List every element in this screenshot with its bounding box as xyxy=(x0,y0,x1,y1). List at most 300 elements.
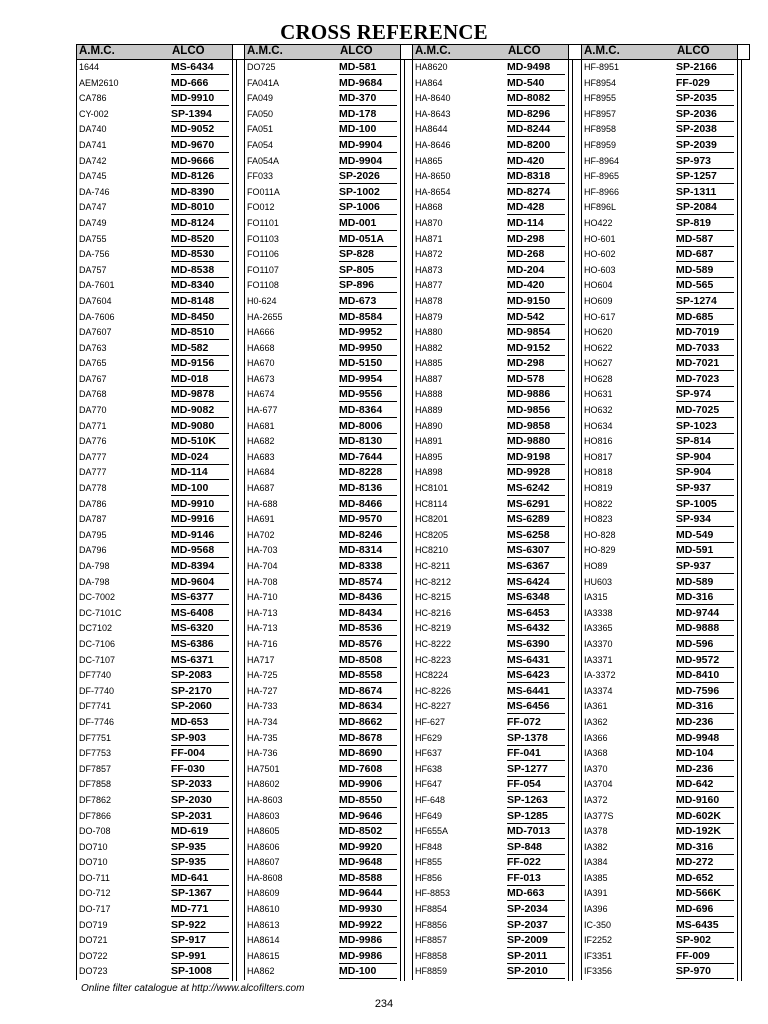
amc-part-number: HA898 xyxy=(415,467,443,478)
amc-part-number: HA-725 xyxy=(247,670,278,681)
column-header xyxy=(76,44,233,60)
alco-part-number: MD-7025 xyxy=(676,404,734,418)
alco-part-number: MD-9146 xyxy=(171,529,229,543)
table-row xyxy=(582,918,737,934)
table-row xyxy=(413,169,568,185)
alco-part-number: MD-9910 xyxy=(171,92,229,106)
alco-part-number: MD-9198 xyxy=(507,451,565,465)
table-row xyxy=(413,543,568,559)
alco-part-number: MD-9886 xyxy=(507,388,565,402)
alco-part-number: MD-9670 xyxy=(171,139,229,153)
table-row xyxy=(413,278,568,294)
table-row xyxy=(77,699,232,715)
amc-part-number: HA-8646 xyxy=(415,139,451,150)
alco-part-number: MD-316 xyxy=(676,700,734,714)
table-row xyxy=(413,450,568,466)
table-row xyxy=(413,497,568,513)
amc-part-number: HA880 xyxy=(415,327,443,338)
amc-part-number: HA681 xyxy=(247,420,275,431)
alco-part-number: SP-2011 xyxy=(507,950,565,964)
table-row xyxy=(582,403,737,419)
alco-part-number: SP-917 xyxy=(171,934,229,948)
alco-part-number: MD-687 xyxy=(676,248,734,262)
amc-part-number: DA-756 xyxy=(79,249,110,260)
amc-part-number: HO-603 xyxy=(584,264,616,275)
alco-part-number: MD-192K xyxy=(676,825,734,839)
amc-part-number: DF7857 xyxy=(79,763,112,774)
table-row xyxy=(77,793,232,809)
alco-part-number: MS-6453 xyxy=(507,607,565,621)
table-row xyxy=(245,777,400,793)
amc-part-number: DC7102 xyxy=(79,623,113,634)
table-row xyxy=(77,294,232,310)
table-row xyxy=(77,543,232,559)
table-row xyxy=(413,387,568,403)
amc-part-number: HA882 xyxy=(415,342,443,353)
alco-part-number: SP-1257 xyxy=(676,170,734,184)
table-row xyxy=(413,918,568,934)
table-row xyxy=(77,949,232,965)
table-row xyxy=(582,232,737,248)
alco-part-number: MD-7021 xyxy=(676,357,734,371)
table-row xyxy=(582,122,737,138)
alco-part-number: MD-8584 xyxy=(339,311,397,325)
amc-part-number: FO1107 xyxy=(247,264,279,275)
table-row xyxy=(77,746,232,762)
table-row xyxy=(413,60,568,76)
table-row xyxy=(245,590,400,606)
alco-part-number: MD-100 xyxy=(171,482,229,496)
alco-part-number: MD-8510 xyxy=(171,326,229,340)
table-row xyxy=(582,793,737,809)
alco-part-number: MS-6289 xyxy=(507,513,565,527)
table-row xyxy=(77,387,232,403)
alco-part-number: SP-1367 xyxy=(171,887,229,901)
amc-part-number: HA862 xyxy=(247,966,275,977)
amc-part-number: DC-7002 xyxy=(79,592,116,603)
alco-part-number: MD-9080 xyxy=(171,420,229,434)
table-row xyxy=(77,918,232,934)
alco-part-number: MS-6423 xyxy=(507,669,565,683)
amc-part-number: HF655A xyxy=(415,826,449,837)
alco-part-number: MD-9644 xyxy=(339,887,397,901)
amc-part-number: HA889 xyxy=(415,405,443,416)
alco-part-number: MD-8006 xyxy=(339,420,397,434)
table-row xyxy=(245,294,400,310)
table-row xyxy=(582,247,737,263)
amc-part-number: HC-8219 xyxy=(415,623,452,634)
alco-part-number: MD-542 xyxy=(507,311,565,325)
table-row xyxy=(245,809,400,825)
alco-part-number: FF-013 xyxy=(507,872,565,886)
amc-part-number: HA670 xyxy=(247,358,275,369)
amc-part-number: DA767 xyxy=(79,373,107,384)
table-row xyxy=(582,840,737,856)
amc-part-number: HO422 xyxy=(584,217,613,228)
table-row xyxy=(245,731,400,747)
alco-part-number: MD-8550 xyxy=(339,794,397,808)
amc-part-number: HA-734 xyxy=(247,716,278,727)
table-row xyxy=(582,512,737,528)
amc-part-number: DO-717 xyxy=(79,904,111,915)
alco-part-number: MD-8126 xyxy=(171,170,229,184)
table-row xyxy=(245,341,400,357)
table-row xyxy=(77,933,232,949)
alco-part-number: SP-973 xyxy=(676,155,734,169)
amc-part-number: HA702 xyxy=(247,529,275,540)
amc-part-number: HF8858 xyxy=(415,950,448,961)
amc-part-number: FA041A xyxy=(247,77,280,88)
table-row xyxy=(245,372,400,388)
amc-part-number: HO89 xyxy=(584,561,608,571)
table-row xyxy=(245,403,400,419)
table-row xyxy=(582,76,737,92)
amc-part-number: DA777 xyxy=(79,467,107,478)
amc-part-number: HA682 xyxy=(247,436,275,447)
table-row xyxy=(245,964,400,980)
amc-part-number: HF8957 xyxy=(584,108,617,119)
table-row xyxy=(77,310,232,326)
table-row xyxy=(77,60,232,76)
table-row xyxy=(77,138,232,154)
amc-part-number: HO609 xyxy=(584,295,613,306)
table-row xyxy=(413,575,568,591)
alco-part-number: FF-004 xyxy=(171,747,229,761)
table-row xyxy=(582,185,737,201)
amc-part-number: HC8114 xyxy=(415,498,448,509)
amc-part-number: HA-703 xyxy=(247,545,278,556)
amc-part-number: DA787 xyxy=(79,514,107,525)
amc-part-number: HA683 xyxy=(247,451,275,462)
table-row xyxy=(77,403,232,419)
amc-part-number: HA-677 xyxy=(247,405,278,416)
table-row xyxy=(77,684,232,700)
table-row xyxy=(245,575,400,591)
alco-part-number: MD-9952 xyxy=(339,326,397,340)
alco-part-number: FF-072 xyxy=(507,716,565,730)
amc-part-number: DA741 xyxy=(79,139,107,150)
amc-part-number: DA7604 xyxy=(79,295,112,306)
amc-part-number: HA864 xyxy=(415,77,443,88)
table-row xyxy=(77,122,232,138)
alco-part-number: SP-2009 xyxy=(507,934,565,948)
table-row xyxy=(245,746,400,762)
alco-part-number: MD-9904 xyxy=(339,139,397,153)
amc-part-number: HO628 xyxy=(584,373,613,384)
table-row xyxy=(77,855,232,871)
table-row xyxy=(582,575,737,591)
alco-part-number: MD-663 xyxy=(507,887,565,901)
alco-part-number: MD-8678 xyxy=(339,732,397,746)
amc-part-number: DA-798 xyxy=(79,561,110,571)
amc-part-number: CA786 xyxy=(79,93,107,104)
table-row xyxy=(245,871,400,887)
table-row xyxy=(582,387,737,403)
alco-part-number: MD-565 xyxy=(676,279,734,293)
table-row xyxy=(582,481,737,497)
alco-part-number: MD-8274 xyxy=(507,186,565,200)
table-row xyxy=(413,481,568,497)
amc-part-number: FO012 xyxy=(247,202,275,213)
alco-part-number: SP-1285 xyxy=(507,810,565,824)
table-row xyxy=(582,621,737,637)
amc-part-number: DA770 xyxy=(79,405,107,416)
alco-part-number: MD-602K xyxy=(676,810,734,824)
alco-part-number: SP-991 xyxy=(171,950,229,964)
amc-part-number: HC8210 xyxy=(415,545,449,556)
alco-part-number: MD-540 xyxy=(507,77,565,91)
amc-part-number: HF8958 xyxy=(584,124,617,135)
alco-part-number: FF-041 xyxy=(507,747,565,761)
alco-part-number: SP-814 xyxy=(676,435,734,449)
table-row xyxy=(245,621,400,637)
table-row xyxy=(413,855,568,871)
amc-part-number: HC-8211 xyxy=(415,561,451,571)
alco-part-number: MD-9684 xyxy=(339,77,397,91)
alco-part-number: SP-2060 xyxy=(171,700,229,714)
table-row xyxy=(77,247,232,263)
header-alco: ALCO xyxy=(677,45,710,57)
alco-part-number: MS-6456 xyxy=(507,700,565,714)
amc-part-number: HA-716 xyxy=(247,638,278,649)
table-row xyxy=(245,606,400,622)
amc-part-number: DC-7107 xyxy=(79,654,116,665)
column-header xyxy=(412,44,569,60)
alco-part-number: MD-642 xyxy=(676,778,734,792)
amc-part-number: DO-708 xyxy=(79,826,111,837)
alco-part-number: MD-9922 xyxy=(339,919,397,933)
amc-part-number: HC-8212 xyxy=(415,576,452,587)
table-row xyxy=(582,590,737,606)
table-row xyxy=(77,964,232,980)
table-row xyxy=(413,247,568,263)
table-row xyxy=(245,715,400,731)
table-row xyxy=(245,122,400,138)
amc-part-number: DA745 xyxy=(79,171,107,182)
alco-part-number: MD-9082 xyxy=(171,404,229,418)
amc-part-number: HA-8650 xyxy=(415,171,451,182)
table-row xyxy=(245,840,400,856)
table-column-2 xyxy=(244,44,401,980)
table-row xyxy=(245,699,400,715)
alco-part-number: MD-9570 xyxy=(339,513,397,527)
alco-part-number: MD-8574 xyxy=(339,576,397,590)
table-row xyxy=(413,91,568,107)
column-body xyxy=(412,60,569,980)
table-row xyxy=(77,715,232,731)
alco-part-number: MD-8246 xyxy=(339,529,397,543)
amc-part-number: HA684 xyxy=(247,467,275,478)
alco-part-number: MD-8538 xyxy=(171,264,229,278)
amc-part-number: IA361 xyxy=(584,701,608,712)
table-row xyxy=(413,372,568,388)
amc-part-number: HA-704 xyxy=(247,561,278,571)
amc-part-number: IF2252 xyxy=(584,935,613,946)
table-row xyxy=(245,310,400,326)
table-row xyxy=(413,606,568,622)
amc-part-number: HA8606 xyxy=(247,841,280,852)
alco-part-number: SP-805 xyxy=(339,264,397,278)
amc-part-number: HA-8643 xyxy=(415,108,451,119)
amc-part-number: HA687 xyxy=(247,483,275,494)
table-row xyxy=(582,200,737,216)
amc-part-number: DA796 xyxy=(79,545,107,556)
alco-part-number: MD-9156 xyxy=(171,357,229,371)
amc-part-number: HA8614 xyxy=(247,935,280,946)
table-row xyxy=(413,310,568,326)
table-row xyxy=(582,138,737,154)
amc-part-number: HF-648 xyxy=(415,794,446,805)
table-row xyxy=(77,185,232,201)
table-row xyxy=(245,278,400,294)
amc-part-number: AEM2610 xyxy=(79,77,119,88)
amc-part-number: FO011A xyxy=(247,186,280,197)
table-row xyxy=(77,419,232,435)
table-row xyxy=(77,653,232,669)
table-row xyxy=(77,91,232,107)
alco-part-number: MD-298 xyxy=(507,357,565,371)
table-row xyxy=(582,715,737,731)
amc-part-number: DF7751 xyxy=(79,732,112,743)
table-column-4 xyxy=(581,44,738,980)
table-row xyxy=(245,637,400,653)
amc-part-number: HF8954 xyxy=(584,77,617,88)
alco-part-number: MD-589 xyxy=(676,264,734,278)
header-amc: A.M.C. xyxy=(415,45,451,57)
table-row xyxy=(245,684,400,700)
amc-part-number: HC-8215 xyxy=(415,592,452,603)
amc-part-number: DA-7601 xyxy=(79,280,115,291)
table-row xyxy=(413,559,568,575)
table-row xyxy=(413,232,568,248)
table-row xyxy=(582,684,737,700)
alco-part-number: MD-9954 xyxy=(339,373,397,387)
alco-part-number: SP-934 xyxy=(676,513,734,527)
alco-part-number: MD-8662 xyxy=(339,716,397,730)
alco-part-number: FF-029 xyxy=(676,77,734,91)
alco-part-number: MS-6386 xyxy=(171,638,229,652)
amc-part-number: IA378 xyxy=(584,826,608,837)
alco-part-number: SP-1378 xyxy=(507,732,565,746)
table-row xyxy=(77,731,232,747)
alco-part-number: MD-024 xyxy=(171,451,229,465)
alco-part-number: MD-9572 xyxy=(676,654,734,668)
amc-part-number: DA768 xyxy=(79,389,107,400)
amc-part-number: HA7501 xyxy=(247,763,280,774)
amc-part-number: DF7741 xyxy=(79,701,112,712)
alco-part-number: MD-9920 xyxy=(339,841,397,855)
amc-part-number: DO722 xyxy=(79,950,108,961)
table-row xyxy=(582,606,737,622)
amc-part-number: HF647 xyxy=(415,779,443,790)
table-row xyxy=(245,434,400,450)
amc-part-number: HA870 xyxy=(415,217,443,228)
amc-part-number: HA8613 xyxy=(247,919,280,930)
table-row xyxy=(413,200,568,216)
table-row xyxy=(413,871,568,887)
amc-part-number: HO822 xyxy=(584,498,613,509)
amc-part-number: DA757 xyxy=(79,264,107,275)
alco-part-number: SP-2039 xyxy=(676,139,734,153)
alco-part-number: MD-420 xyxy=(507,155,565,169)
alco-part-number: MD-8228 xyxy=(339,466,397,480)
table-row xyxy=(413,684,568,700)
amc-part-number: HF649 xyxy=(415,810,443,821)
amc-part-number: HO816 xyxy=(584,436,613,447)
table-row xyxy=(245,232,400,248)
alco-part-number: SP-1274 xyxy=(676,295,734,309)
amc-part-number: HA-733 xyxy=(247,701,278,712)
table-row xyxy=(77,107,232,123)
amc-part-number: DA763 xyxy=(79,342,107,353)
amc-part-number: IA366 xyxy=(584,732,608,743)
table-row xyxy=(77,621,232,637)
alco-part-number: MD-5150 xyxy=(339,357,397,371)
alco-part-number: MD-178 xyxy=(339,108,397,122)
alco-part-number: MS-6441 xyxy=(507,685,565,699)
alco-part-number: MD-9160 xyxy=(676,794,734,808)
alco-part-number: MD-653 xyxy=(171,716,229,730)
alco-part-number: MD-8148 xyxy=(171,295,229,309)
amc-part-number: FO1103 xyxy=(247,233,279,244)
alco-part-number: FF-054 xyxy=(507,778,565,792)
alco-part-number: MD-316 xyxy=(676,591,734,605)
amc-part-number: DC-7101C xyxy=(79,607,122,618)
amc-part-number: FA054 xyxy=(247,139,274,150)
alco-part-number: SP-935 xyxy=(171,841,229,855)
alco-part-number: MD-9856 xyxy=(507,404,565,418)
alco-part-number: MS-6291 xyxy=(507,498,565,512)
table-row xyxy=(413,107,568,123)
amc-part-number: HO-829 xyxy=(584,545,616,556)
amc-part-number: HA8609 xyxy=(247,888,280,899)
amc-part-number: HA666 xyxy=(247,327,275,338)
amc-part-number: DA742 xyxy=(79,155,107,166)
alco-part-number: MD-9986 xyxy=(339,934,397,948)
alco-part-number: MS-6408 xyxy=(171,607,229,621)
alco-part-number: MD-9666 xyxy=(171,155,229,169)
amc-part-number: HA-8603 xyxy=(247,794,283,805)
alco-part-number: MD-9948 xyxy=(676,732,734,746)
amc-part-number: HA872 xyxy=(415,249,443,260)
amc-part-number: HO631 xyxy=(584,389,613,400)
amc-part-number: HO604 xyxy=(584,280,613,291)
alco-part-number: MS-6348 xyxy=(507,591,565,605)
amc-part-number: HF-8964 xyxy=(584,155,620,166)
amc-part-number: DA-798 xyxy=(79,576,110,587)
alco-part-number: MD-8318 xyxy=(507,170,565,184)
alco-part-number: MD-8520 xyxy=(171,233,229,247)
table-row xyxy=(582,902,737,918)
alco-part-number: MD-8530 xyxy=(171,248,229,262)
alco-part-number: MD-7013 xyxy=(507,825,565,839)
amc-part-number: IF3356 xyxy=(584,966,613,977)
alco-part-number: MD-051A xyxy=(339,233,397,247)
table-row xyxy=(245,169,400,185)
table-row xyxy=(77,777,232,793)
table-row xyxy=(77,886,232,902)
amc-part-number: HF896L xyxy=(584,202,617,213)
amc-part-number: DO725 xyxy=(247,62,276,72)
table-row xyxy=(77,76,232,92)
table-row xyxy=(413,949,568,965)
amc-part-number: HA887 xyxy=(415,373,443,384)
table-row xyxy=(582,886,737,902)
amc-part-number: FF033 xyxy=(247,171,274,182)
table-row xyxy=(413,668,568,684)
alco-part-number: MD-8136 xyxy=(339,482,397,496)
alco-part-number: SP-902 xyxy=(676,934,734,948)
